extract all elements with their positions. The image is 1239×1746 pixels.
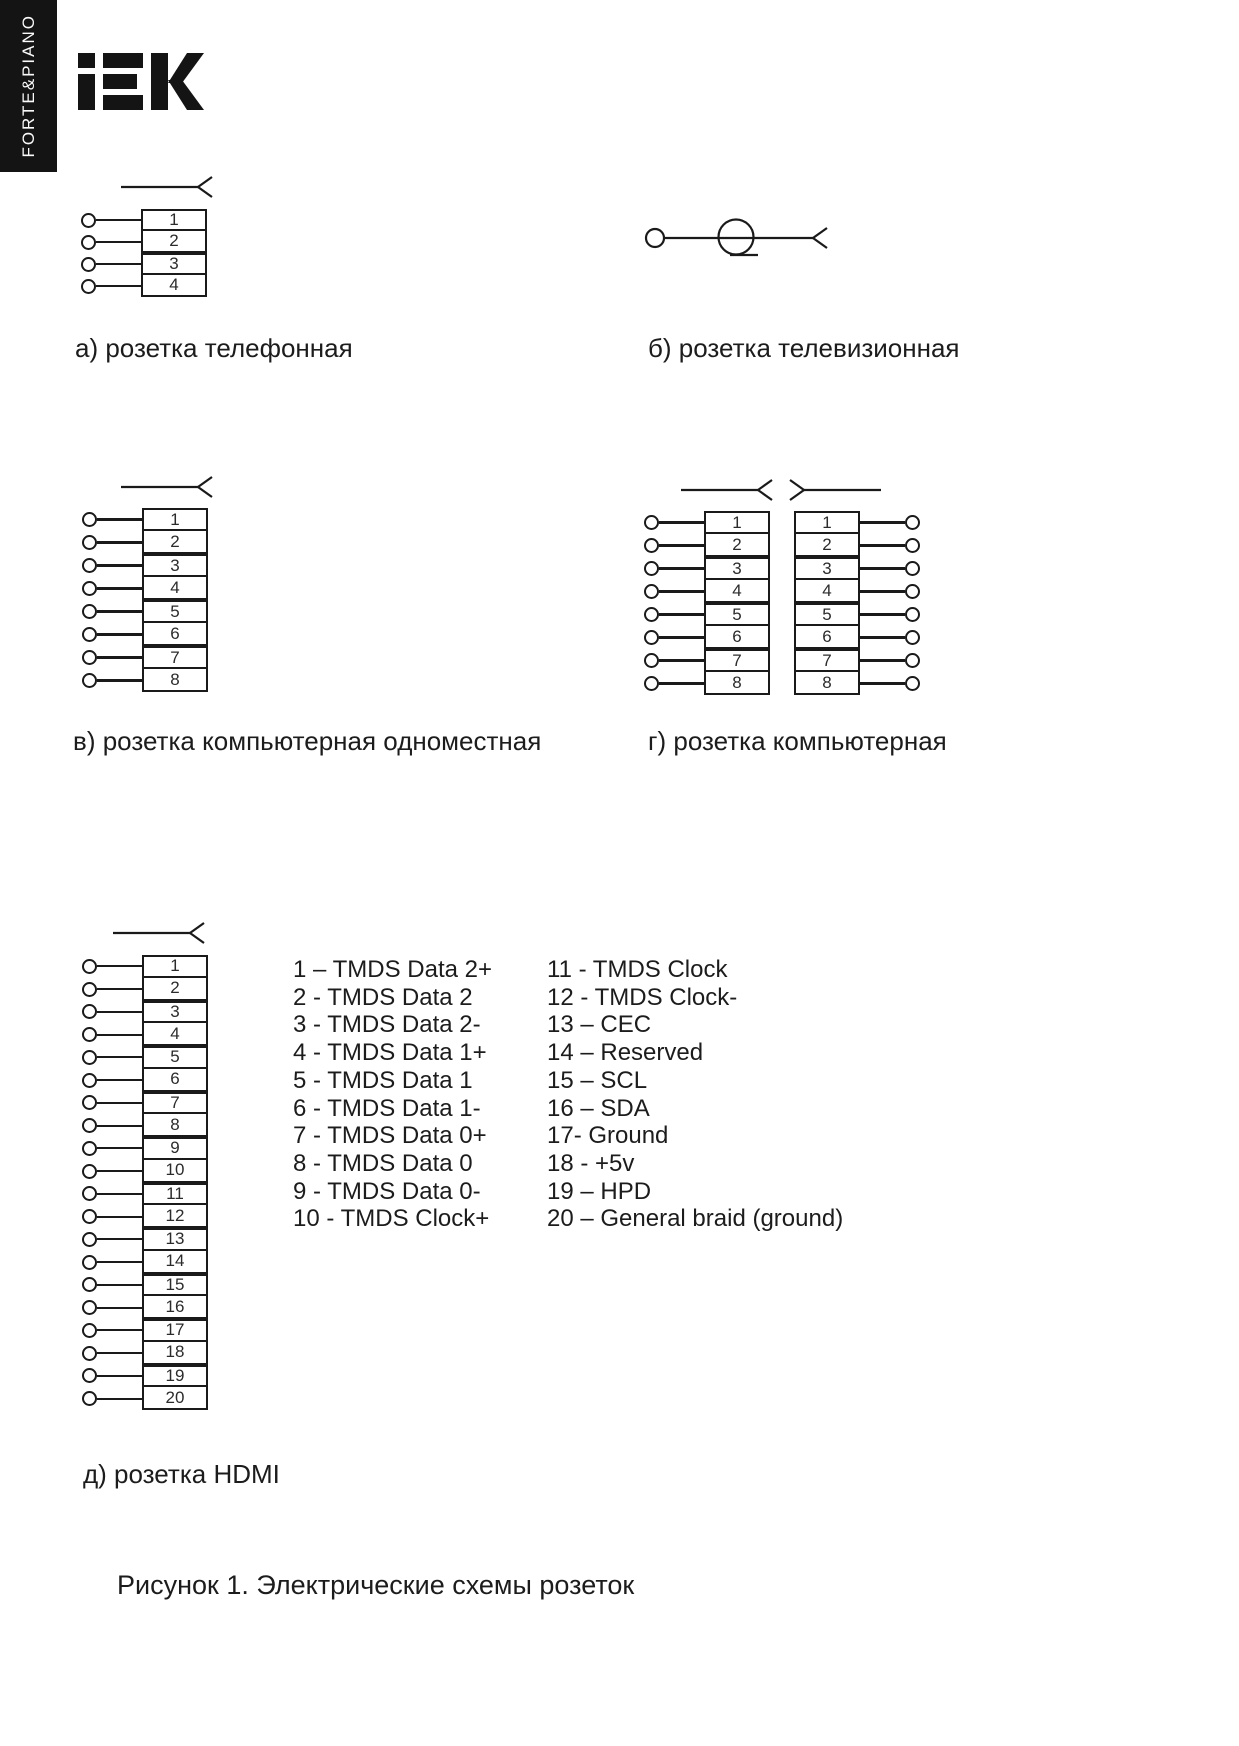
pin-terminal-icon <box>905 653 920 668</box>
pin-wire <box>659 659 704 661</box>
pin-terminal-icon <box>905 630 920 645</box>
iek-logo-icon <box>78 53 204 113</box>
pin-wire <box>659 590 704 592</box>
pin-row <box>82 623 208 646</box>
pin-wire <box>97 1216 142 1218</box>
pin-row <box>82 1387 208 1410</box>
pin-wire <box>97 1352 142 1354</box>
pin-number-cell: 5 <box>142 1046 208 1069</box>
pin-terminal-icon <box>82 1277 97 1292</box>
pin-row <box>794 557 920 580</box>
pin-terminal-icon <box>905 538 920 553</box>
pin-description: 20 – General braid (ground) <box>547 1205 844 1233</box>
caption-computer-socket-single: в) розетка компьютерная одноместная <box>73 726 542 756</box>
pin-row <box>82 554 208 577</box>
pin-terminal-icon <box>81 257 96 272</box>
pin-number-cell: 10 <box>142 1160 208 1183</box>
pin-number-cell: 16 <box>142 1296 208 1319</box>
pin-number-cell: 11 <box>142 1183 208 1206</box>
pin-description: 11 - TMDS Clock <box>547 956 728 983</box>
computer-socket-left-pins <box>644 511 770 695</box>
pin-wire <box>97 587 142 589</box>
pin-description: 12 - TMDS Clock- <box>547 983 738 1011</box>
pin-row <box>82 978 208 1001</box>
hdmi-pin-list-col2 <box>547 956 843 1233</box>
pin-row <box>794 580 920 603</box>
pin-number-cell: 4 <box>704 580 770 603</box>
computer-socket-single-pins <box>82 508 208 692</box>
computer-socket-right-pins <box>794 511 920 695</box>
pin-row <box>81 253 207 275</box>
pin-number-cell: 7 <box>142 1092 208 1115</box>
pin-row <box>82 1251 208 1274</box>
pin-wire <box>659 636 704 638</box>
pin-wire <box>659 682 704 684</box>
series-tab <box>0 0 57 172</box>
pin-terminal-icon <box>82 650 97 665</box>
pin-number-cell: 4 <box>794 580 860 603</box>
pin-number-cell: 3 <box>141 253 207 275</box>
pin-row <box>82 600 208 623</box>
pin-terminal-icon <box>82 604 97 619</box>
pin-wire <box>860 613 905 615</box>
pin-wire <box>97 541 142 543</box>
pin-row <box>82 669 208 692</box>
pin-row <box>82 1183 208 1206</box>
pin-number-cell: 2 <box>142 531 208 554</box>
pin-terminal-icon <box>905 515 920 530</box>
pin-terminal-icon <box>82 581 97 596</box>
pin-description: 17- Ground <box>547 1122 669 1150</box>
pin-row <box>794 534 920 557</box>
pin-row <box>82 531 208 554</box>
socket-arrow-icon <box>680 478 776 502</box>
pin-number-cell: 4 <box>142 1023 208 1046</box>
pin-terminal-icon <box>82 627 97 642</box>
pin-wire <box>860 521 905 523</box>
pin-terminal-icon <box>81 213 96 228</box>
pin-wire <box>659 567 704 569</box>
caption-computer-socket: г) розетка компьютерная <box>648 726 947 756</box>
pin-terminal-icon <box>81 235 96 250</box>
pin-row <box>82 955 208 978</box>
pin-terminal-icon <box>82 1323 97 1338</box>
pin-row <box>81 209 207 231</box>
pin-wire <box>97 1147 142 1149</box>
pin-wire <box>97 518 142 520</box>
pin-terminal-icon <box>82 1095 97 1110</box>
pin-wire <box>97 1307 142 1309</box>
pin-number-cell: 18 <box>142 1342 208 1365</box>
pin-row <box>82 1319 208 1342</box>
socket-arrow-icon <box>120 475 216 499</box>
pin-terminal-icon <box>644 653 659 668</box>
pin-number-cell: 12 <box>142 1205 208 1228</box>
pin-number-cell: 6 <box>704 626 770 649</box>
pin-row <box>82 1137 208 1160</box>
hdmi-pin-list-col1 <box>293 956 492 1233</box>
pin-row <box>644 534 770 557</box>
pin-row <box>82 577 208 600</box>
socket-arrow-icon <box>120 175 216 199</box>
pin-description: 13 – CEC <box>547 1011 652 1039</box>
pin-number-cell: 7 <box>794 649 860 672</box>
series-tab-label: FORTE&PIANO <box>18 14 38 158</box>
pin-row <box>82 1023 208 1046</box>
pin-row <box>82 1160 208 1183</box>
pin-number-cell: 7 <box>142 646 208 669</box>
pin-number-cell: 5 <box>142 600 208 623</box>
pin-terminal-icon <box>905 676 920 691</box>
pin-description: 15 – SCL <box>547 1066 648 1094</box>
tv-socket-symbol <box>640 215 830 263</box>
pin-description: 6 - TMDS Data 1- <box>293 1094 481 1122</box>
pin-number-cell: 9 <box>142 1137 208 1160</box>
pin-wire <box>860 682 905 684</box>
telephone-socket-pins <box>81 209 207 297</box>
pin-wire <box>97 1238 142 1240</box>
pin-number-cell: 6 <box>794 626 860 649</box>
pin-wire <box>97 1102 142 1104</box>
pin-wire <box>97 1125 142 1127</box>
pin-description: 1 – TMDS Data 2+ <box>293 956 492 983</box>
pin-description: 3 - TMDS Data 2- <box>293 1011 481 1039</box>
pin-number-cell: 13 <box>142 1228 208 1251</box>
pin-wire <box>97 1056 142 1058</box>
caption-hdmi-socket: д) розетка HDMI <box>83 1459 280 1489</box>
pin-wire <box>97 564 142 566</box>
pin-row <box>82 646 208 669</box>
pin-row <box>644 580 770 603</box>
pin-terminal-icon <box>905 584 920 599</box>
pin-wire <box>659 521 704 523</box>
pin-number-cell: 7 <box>704 649 770 672</box>
pin-wire <box>97 1034 142 1036</box>
pin-terminal-icon <box>82 1391 97 1406</box>
pin-terminal-icon <box>82 558 97 573</box>
pin-terminal-icon <box>644 676 659 691</box>
pin-terminal-icon <box>82 1118 97 1133</box>
pin-number-cell: 17 <box>142 1319 208 1342</box>
hdmi-socket-pins <box>82 955 208 1410</box>
pin-terminal-icon <box>82 1027 97 1042</box>
pin-number-cell: 1 <box>142 508 208 531</box>
pin-terminal-icon <box>82 1255 97 1270</box>
pin-wire <box>97 679 142 681</box>
pin-wire <box>97 1011 142 1013</box>
pin-row <box>82 1296 208 1319</box>
pin-row <box>82 1365 208 1388</box>
pin-row <box>82 1001 208 1024</box>
pin-number-cell: 5 <box>704 603 770 626</box>
pin-description: 8 - TMDS Data 0 <box>293 1149 473 1177</box>
pin-wire <box>97 1261 142 1263</box>
socket-arrow-icon <box>786 478 882 502</box>
pin-description: 4 - TMDS Data 1+ <box>293 1039 487 1067</box>
pin-number-cell: 20 <box>142 1387 208 1410</box>
pin-number-cell: 4 <box>141 275 207 297</box>
pin-terminal-icon <box>82 1164 97 1179</box>
pin-description: 16 – SDA <box>547 1094 650 1122</box>
pin-row <box>644 603 770 626</box>
pin-wire <box>659 613 704 615</box>
pin-number-cell: 3 <box>704 557 770 580</box>
pin-terminal-icon <box>905 607 920 622</box>
pin-row <box>82 1092 208 1115</box>
pin-wire <box>97 1284 142 1286</box>
pin-wire <box>96 241 141 243</box>
pin-row <box>794 511 920 534</box>
pin-row <box>82 508 208 531</box>
pin-number-cell: 2 <box>704 534 770 557</box>
pin-wire <box>97 1170 142 1172</box>
pin-wire <box>97 1398 142 1400</box>
pin-terminal-icon <box>82 673 97 688</box>
pin-number-cell: 2 <box>142 978 208 1001</box>
caption-telephone-socket: а) розетка телефонная <box>75 333 353 363</box>
pin-row <box>82 1205 208 1228</box>
pin-wire <box>860 567 905 569</box>
pin-wire <box>659 544 704 546</box>
pin-description: 5 - TMDS Data 1 <box>293 1066 473 1094</box>
pin-number-cell: 15 <box>142 1274 208 1297</box>
pin-number-cell: 6 <box>142 623 208 646</box>
pin-wire <box>97 610 142 612</box>
pin-terminal-icon <box>82 512 97 527</box>
pin-row <box>644 557 770 580</box>
pin-wire <box>97 633 142 635</box>
pin-wire <box>96 285 141 287</box>
pin-number-cell: 1 <box>141 209 207 231</box>
socket-arrow-icon <box>112 921 208 945</box>
pin-row <box>82 1069 208 1092</box>
pin-number-cell: 3 <box>794 557 860 580</box>
pin-wire <box>97 1375 142 1377</box>
pin-number-cell: 8 <box>704 672 770 695</box>
pin-terminal-icon <box>644 538 659 553</box>
pin-row <box>82 1342 208 1365</box>
pin-number-cell: 6 <box>142 1069 208 1092</box>
pin-terminal-icon <box>82 1073 97 1088</box>
pin-description: 7 - TMDS Data 0+ <box>293 1122 487 1150</box>
pin-number-cell: 8 <box>794 672 860 695</box>
pin-terminal-icon <box>644 515 659 530</box>
pin-number-cell: 14 <box>142 1251 208 1274</box>
pin-row <box>794 603 920 626</box>
pin-wire <box>860 544 905 546</box>
pin-description: 9 - TMDS Data 0- <box>293 1177 481 1205</box>
pin-number-cell: 5 <box>794 603 860 626</box>
pin-terminal-icon <box>905 561 920 576</box>
pin-row <box>794 626 920 649</box>
pin-description: 19 – HPD <box>547 1177 652 1205</box>
pin-description: 14 – Reserved <box>547 1039 704 1067</box>
pin-number-cell: 8 <box>142 669 208 692</box>
pin-terminal-icon <box>81 279 96 294</box>
pin-wire <box>97 988 142 990</box>
pin-wire <box>97 1079 142 1081</box>
pin-number-cell: 1 <box>704 511 770 534</box>
pin-wire <box>97 965 142 967</box>
pin-wire <box>97 1329 142 1331</box>
pin-number-cell: 4 <box>142 577 208 600</box>
pin-terminal-icon <box>82 982 97 997</box>
pin-terminal-icon <box>82 1209 97 1224</box>
pin-row <box>82 1228 208 1251</box>
pin-description: 18 - +5v <box>547 1149 635 1177</box>
pin-number-cell: 19 <box>142 1365 208 1388</box>
pin-description: 10 - TMDS Clock+ <box>293 1205 490 1233</box>
caption-tv-socket: б) розетка телевизионная <box>648 333 960 363</box>
pin-number-cell: 8 <box>142 1114 208 1137</box>
pin-terminal-icon <box>644 630 659 645</box>
pin-number-cell: 1 <box>794 511 860 534</box>
pin-terminal-icon <box>82 1300 97 1315</box>
pin-row <box>794 672 920 695</box>
pin-wire <box>97 656 142 658</box>
pin-wire <box>97 1193 142 1195</box>
pin-description: 2 - TMDS Data 2 <box>293 983 473 1011</box>
pin-terminal-icon <box>644 584 659 599</box>
pin-wire <box>860 590 905 592</box>
pin-terminal-icon <box>82 1141 97 1156</box>
pin-wire <box>96 219 141 221</box>
pin-number-cell: 3 <box>142 1001 208 1024</box>
figure-caption: Рисунок 1. Электрические схемы розеток <box>117 1570 635 1600</box>
pin-terminal-icon <box>82 1232 97 1247</box>
pin-terminal-icon <box>82 1186 97 1201</box>
pin-row <box>644 649 770 672</box>
pin-terminal-icon <box>644 607 659 622</box>
pin-terminal-icon <box>644 561 659 576</box>
pin-row <box>81 275 207 297</box>
pin-terminal-icon <box>82 535 97 550</box>
pin-row <box>82 1046 208 1069</box>
pin-row <box>644 626 770 649</box>
pin-row <box>644 511 770 534</box>
pin-terminal-icon <box>82 1346 97 1361</box>
pin-row <box>81 231 207 253</box>
pin-terminal-icon <box>82 959 97 974</box>
pin-number-cell: 1 <box>142 955 208 978</box>
pin-number-cell: 3 <box>142 554 208 577</box>
pin-row <box>794 649 920 672</box>
pin-terminal-icon <box>82 1050 97 1065</box>
pin-number-cell: 2 <box>141 231 207 253</box>
pin-wire <box>860 636 905 638</box>
pin-wire <box>96 263 141 265</box>
pin-terminal-icon <box>82 1004 97 1019</box>
pin-terminal-icon <box>82 1368 97 1383</box>
pin-wire <box>860 659 905 661</box>
pin-row <box>82 1274 208 1297</box>
pin-row <box>644 672 770 695</box>
pin-row <box>82 1114 208 1137</box>
pin-number-cell: 2 <box>794 534 860 557</box>
